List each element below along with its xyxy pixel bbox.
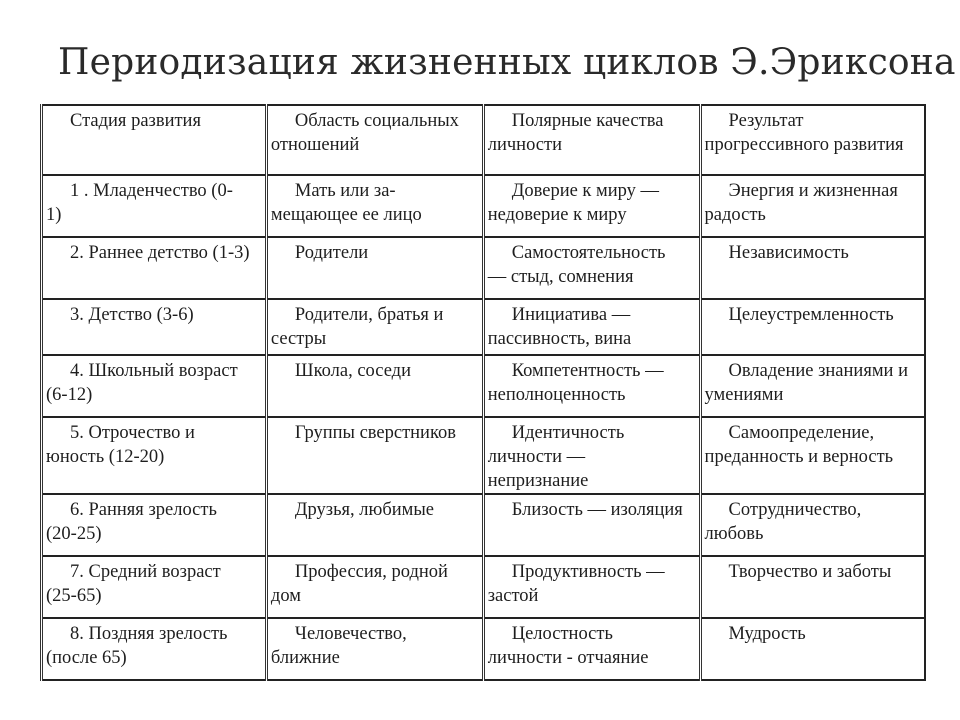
cell-text: 7. Средний возраст (25-65)	[46, 562, 221, 606]
table-cell	[42, 299, 267, 355]
table-cell	[266, 355, 483, 417]
table-cell	[42, 417, 267, 494]
table-cell	[266, 237, 483, 299]
cell-text: Продуктивность — застой	[487, 562, 665, 606]
cell-text: Самостоятельность — стыд, сомнения	[487, 243, 666, 287]
slide-title: Периодизация жизненных циклов Э.Эриксона	[58, 42, 956, 83]
cell-text: 3. Детство (3-6)	[70, 305, 194, 325]
table-cell	[700, 556, 925, 618]
header-cell-stage	[42, 105, 267, 175]
table-cell	[700, 237, 925, 299]
table-row	[42, 556, 926, 618]
cell-text: Творчество и заботы	[728, 562, 892, 582]
table-cell	[266, 556, 483, 618]
cell-text: 5. Отрочество и юность (12-20)	[46, 423, 195, 467]
cell-text: Мать или за- мещающее ее лицо	[270, 181, 422, 225]
table-cell	[700, 417, 925, 494]
header-text: Полярные качества личности	[487, 111, 664, 155]
cell-text: 1 . Младенчество (0- 1)	[46, 181, 233, 225]
table-cell	[483, 355, 700, 417]
table-cell	[483, 175, 700, 237]
header-cell-social	[266, 105, 483, 175]
cell-text: Компетентность — неполноценность	[487, 361, 664, 405]
table-cell	[483, 618, 700, 680]
table-cell	[700, 355, 925, 417]
cell-text: Близость — изоляция	[511, 500, 683, 520]
cell-text: Целостность личности - отчаяние	[487, 624, 649, 668]
cell-text: Друзья, любимые	[294, 500, 435, 520]
cell-text: 6. Ранняя зрелость (20-25)	[46, 500, 217, 544]
table-cell	[700, 299, 925, 355]
cell-text: Мудрость	[728, 624, 806, 644]
header-text: Стадия развития	[70, 111, 201, 131]
table-cell	[700, 494, 925, 556]
cell-text: Целеустремленность	[728, 305, 894, 325]
cell-text: 4. Школьный возраст (6-12)	[46, 361, 238, 405]
table-row	[42, 618, 926, 680]
table-row	[42, 417, 926, 494]
table-cell	[266, 299, 483, 355]
cell-text: Школа, соседи	[294, 361, 411, 381]
cell-text: Независимость	[728, 243, 849, 263]
table-row	[42, 494, 926, 556]
cell-text: Овладение знаниями и умениями	[704, 361, 908, 405]
table-cell	[483, 417, 700, 494]
cell-text: 2. Раннее детство (1-3)	[70, 243, 250, 263]
cell-text: Родители	[294, 243, 369, 263]
erikson-table	[40, 104, 926, 681]
cell-text: Родители, братья и сестры	[270, 305, 444, 349]
cell-text: Сотрудничество, любовь	[704, 500, 862, 544]
cell-text: Инициатива — пассивность, вина	[487, 305, 632, 349]
cell-text: Энергия и жизненная радость	[704, 181, 898, 225]
cell-text: 8. Поздняя зрелость (после 65)	[46, 624, 228, 668]
cell-text: Группы сверстников	[294, 423, 456, 443]
cell-text: Самоопределение, преданность и верность	[704, 423, 894, 467]
table-cell	[42, 494, 267, 556]
table-cell	[42, 556, 267, 618]
table-cell	[42, 237, 267, 299]
table-cell	[483, 494, 700, 556]
header-text: Область социальных отношений	[270, 111, 459, 155]
table-cell	[700, 618, 925, 680]
cell-text: Профессия, родной дом	[270, 562, 448, 606]
cell-text: Человечество, ближние	[270, 624, 407, 668]
table-cell	[700, 175, 925, 237]
table-cell	[483, 299, 700, 355]
table-row	[42, 237, 926, 299]
table-cell	[42, 618, 267, 680]
table-cell	[42, 175, 267, 237]
table-cell	[42, 355, 267, 417]
header-cell-qualities	[483, 105, 700, 175]
table-cell	[483, 237, 700, 299]
table-row	[42, 175, 926, 237]
cell-text: Доверие к миру — недоверие к миру	[487, 181, 660, 225]
table-cell	[266, 175, 483, 237]
cell-text: Идентичность личности — непризнание	[487, 423, 625, 491]
table-header-row	[42, 105, 926, 175]
table-cell	[266, 417, 483, 494]
table-row	[42, 299, 926, 355]
table-cell	[483, 556, 700, 618]
header-text: Результат прогрессивного развития	[704, 111, 904, 155]
table-cell	[266, 618, 483, 680]
header-cell-result	[700, 105, 925, 175]
table-row	[42, 355, 926, 417]
table-cell	[266, 494, 483, 556]
